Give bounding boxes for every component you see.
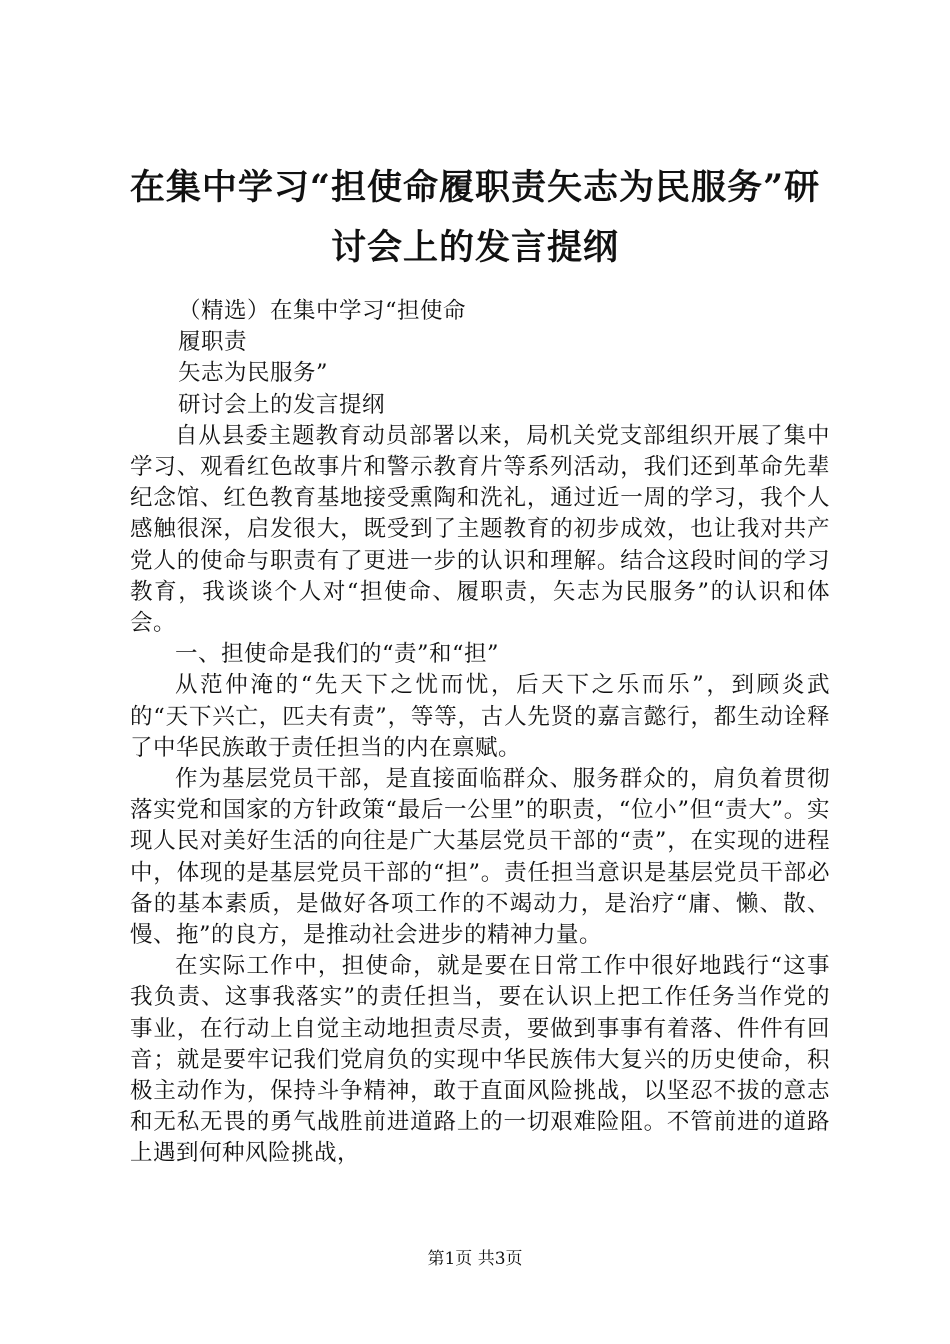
paragraph: 从范仲淹的“先天下之忧而忧，后天下之乐而乐”，到顾炎武的“天下兴亡，匹夫有责”，等等，古人先贤的嘉言懿行，都生动诠释了中华民族敢于责任担当的内在禀赋。 [130,672,830,761]
title-line-1: 在集中学习“担使命履职责矢志为民服务”研 [129,167,821,208]
intro-line: 研讨会上的发言提纲 [178,391,386,418]
title-line-2: 讨会上的发言提纲 [330,227,619,268]
intro-line: 履职责 [178,329,248,356]
intro-line: 矢志为民服务” [178,360,329,387]
intro-line: （精选）在集中学习“担使命 [178,298,467,324]
page-number-footer: 第1页 共3页 [427,1249,523,1269]
section-heading: 一、担使命是我们的“责”和“担” [175,641,500,668]
paragraph: 在实际工作中，担使命，就是要在日常工作中很好地践行“这事我负责、这事我落实”的责任担当，要在认识上把工作任务当作党的事业，在行动上自觉主动地担责尽责，要做到事事有着落、件件有回音；就是要牢记我们党肩负的实现中华民族伟大复兴的历史使命，积极主动作为，保持斗争精神，敢于直面风险挑战，以坚忍不拔的意志和无私无畏的勇气战胜前进道路上的一切艰难险阻。不管前进的道路上遇到何种风险挑战， [130,953,830,1167]
paragraph: 作为基层党员干部，是直接面临群众、服务群众的，肩负着贯彻落实党和国家的方针政策“最后一公里”的职责，“位小”但“责大”。实现人民对美好生活的向往是广大基层党员干部的“责”，在实现的进程中，体现的是基层党员干部的“担”。责任担当意识是基层党员干部必备的基本素质，是做好各项工作的不竭动力，是治疗“庸、懒、散、慢、拖”的良方，是推动社会进步的精神力量。 [130,766,830,949]
document-title [110,158,840,278]
paragraph: 自从县委主题教育动员部署以来，局机关党支部组织开展了集中学习、观看红色故事片和警示教育片等系列活动，我们还到革命先辈纪念馆、红色教育基地接受熏陶和洗礼，通过近一周的学习，我个人感触很深，启发很大，既受到了主题教育的初步成效，也让我对共产党人的使命与职责有了更进一步的认识和理解。结合这段时间的学习教育，我谈谈个人对“担使命、履职责，矢志为民服务”的认识和体会。 [130,422,830,637]
document-body [130,296,830,1170]
